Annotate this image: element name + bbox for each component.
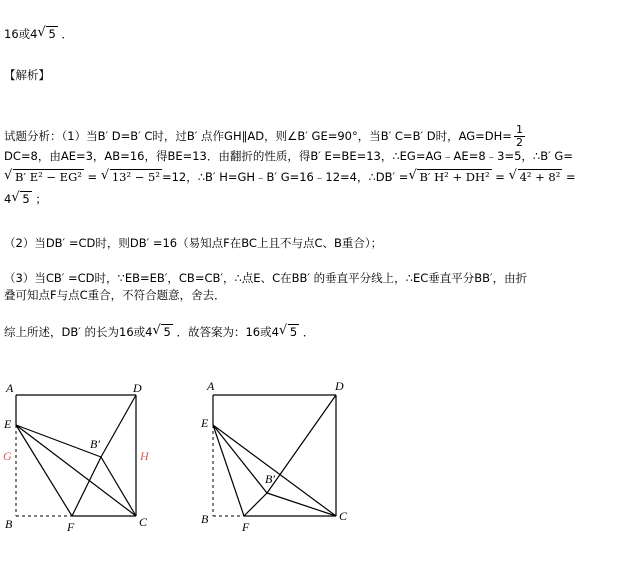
analysis-line-2: DC=8，由AE=3，AB=16，得BE=13．由翻折的性质，得B′ E=BE=13，∴EG=AG﹣AE=8﹣3=5，∴B′ G= (4, 149, 573, 163)
analysis-line-3: √ B′ E² − EG² = √ 13² − 5² =12，∴B′ H=GH﹣B′ G=16﹣12=4，∴DB′ =√ B′ H² + DH² = √ 4² + 8² = (4, 170, 576, 184)
summary-line: 综上所述，DB′ 的长为16或4√ 5 ．故答案为：16或4√ 5 ． (4, 325, 314, 339)
label-b-prime: B′ (90, 437, 100, 451)
label-c: C (339, 509, 348, 523)
case-3-b: 叠可知点F与点C重合，不符合题意，舍去． (4, 288, 226, 302)
label-e: E (201, 416, 209, 430)
answer-sqrt: √ 5 (37, 27, 57, 41)
case-3-a: （3）当CB′ =CD时，∵EB=EB′，CB=CB′，∴点E、C在BB′ 的垂直平分线上，∴EC垂直平分BB′，由折 (4, 271, 528, 285)
label-b: B (5, 517, 13, 531)
label-d: D (335, 379, 344, 393)
label-b-prime: B′ (265, 472, 275, 486)
analysis-line-1: 试题分析：（1）当B′ D=B′ C时，过B′ 点作GH∥AD，则∠B′ GE=90°，当B′ C=B′ D时，AG=DH= $\frac{1}{2}$ (4, 123, 523, 149)
label-h: H (140, 449, 149, 463)
segment-b-prime-c (267, 493, 336, 516)
label-b: B (201, 512, 209, 526)
segment-b-prime-c (101, 457, 136, 516)
analysis-line-4: 4√ 5 ； (4, 192, 47, 206)
label-a: A (6, 381, 14, 395)
answer-line: 16或4√ 5 ． (4, 27, 73, 41)
label-c: C (139, 515, 148, 529)
segment-ef (16, 425, 72, 516)
section-title: 【解析】 (4, 68, 50, 82)
segment-ec (16, 425, 136, 516)
segment-b-prime-d (267, 395, 336, 493)
figure-left (0, 378, 160, 553)
case-2: （2）当DB′ =CD时，则DB′ =16（易知点F在BC上且不与点C、B重合）； (4, 236, 383, 250)
segment-ec (213, 425, 336, 516)
label-a: A (207, 379, 215, 393)
label-g: G (3, 449, 12, 463)
answer-prefix: 16或4 (4, 27, 38, 41)
label-e: E (4, 417, 12, 431)
label-d: D (133, 381, 142, 395)
fraction-half: $\frac{1}{2}$ (515, 123, 523, 149)
label-f: F (242, 520, 250, 534)
segment-eb-prime (16, 425, 101, 457)
figure-right (198, 378, 358, 553)
segment-b-prime-d (101, 395, 136, 457)
segment-b-prime-f (244, 493, 267, 516)
label-f: F (67, 520, 75, 534)
segment-ef (213, 425, 244, 516)
